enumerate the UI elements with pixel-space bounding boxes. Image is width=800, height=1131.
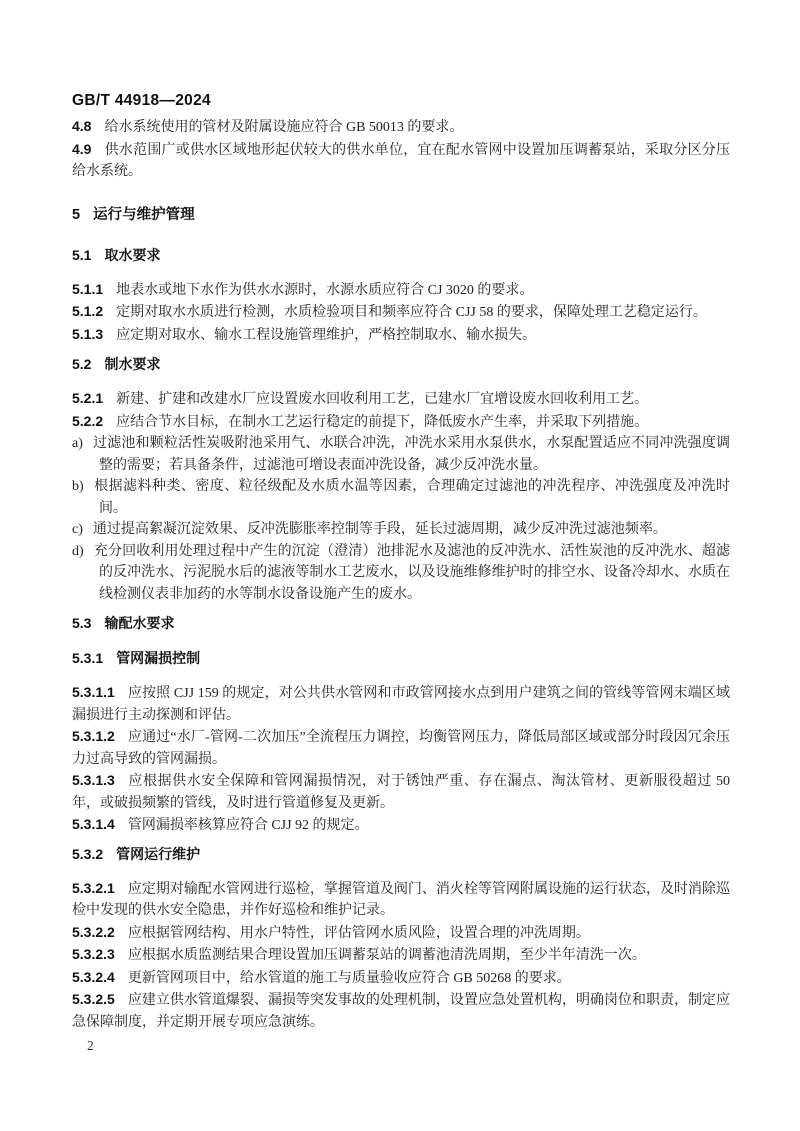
heading-text: 管网漏损控制 xyxy=(116,650,201,666)
document-body xyxy=(72,116,730,1033)
clause-text: 应根据管网结构、用水户特性，评估管网水质风险，设置合理的冲洗周期。 xyxy=(127,925,590,941)
clause-text: 地表水或地下水作为供水水源时，水源水质应符合 CJ 3020 的要求。 xyxy=(116,282,534,298)
clause-paragraph xyxy=(72,967,730,990)
clause-text: 应定期对取水、输水工程设施管理维护，严格控制取水、输水损失。 xyxy=(116,327,537,343)
clause-text: 应根据供水安全保障和管网漏损情况，对于锈蚀严重、存在漏点、淘汰管材、更新服役超过 50 年，或破损频繁的管线，及时进行管道修复及更新。 xyxy=(72,774,730,811)
clause-number: 5.1.3 xyxy=(72,325,104,342)
clause-number: 5.3.2.1 xyxy=(72,879,115,896)
clause-text: 通过提高絮凝沉淀效果、反冲洗膨胀率控制等手段，延长过滤周期，减少反冲洗过滤池频率。 xyxy=(92,522,667,537)
list-item-marker: a) xyxy=(72,436,83,451)
clause-number: 5.3.1.2 xyxy=(72,728,115,744)
clause-number: 4.8 xyxy=(72,118,92,134)
heading-text: 运行与维护管理 xyxy=(93,206,195,223)
clause-number: 5.3.2 xyxy=(72,845,104,862)
clause-paragraph xyxy=(72,944,730,967)
heading-text: 取水要求 xyxy=(104,246,161,263)
subsubsection-heading xyxy=(72,647,730,669)
clause-number: 5.2.1 xyxy=(72,390,104,406)
clause-number: 5.2 xyxy=(72,356,92,372)
clause-number: 5.3.2.2 xyxy=(72,923,115,940)
clause-number: 5.1.1 xyxy=(72,280,104,297)
clause-number: 5.3.1.3 xyxy=(72,772,115,788)
clause-number: 5.3 xyxy=(72,615,92,631)
clause-text: 新建、扩建和改建水厂应设置废水回收利用工艺，已建水厂宜增设废水回收利用工艺。 xyxy=(116,392,649,407)
clause-text: 应结合节水目标，在制水工艺运行稳定的前提下，降低废水产生率，并采取下列措施。 xyxy=(116,414,649,430)
clause-number: 5 xyxy=(72,206,81,223)
list-item-marker: d) xyxy=(72,543,84,559)
clause-number: 5.2.2 xyxy=(72,412,104,429)
clause-text: 应建立供水管道爆裂、漏损等突发事故的处理机制，设置应急处置机构，明确岗位和职责，制定应急保障制度，并定期开展专项应急演练。 xyxy=(72,993,730,1030)
clause-number: 5.1.2 xyxy=(72,303,104,319)
list-item xyxy=(72,519,730,541)
clause-number: 5.3.2.3 xyxy=(72,946,115,962)
clause-text: 应定期对输配水管网进行巡检，掌握管道及阀门、消火栓等管网附属设施的运行状态，及时消除巡检中发现的供水安全隐患，并作好巡检和维护记录。 xyxy=(72,881,730,918)
section-heading xyxy=(72,204,730,226)
clause-paragraph xyxy=(72,411,730,434)
heading-text: 制水要求 xyxy=(104,356,161,372)
clause-paragraph xyxy=(72,989,730,1033)
list-item xyxy=(72,541,730,606)
clause-paragraph xyxy=(72,279,730,302)
clause-paragraph xyxy=(72,922,730,945)
page-number: 2 xyxy=(87,1038,94,1053)
clause-text: 供水范围广或供水区域地形起伏较大的供水单位，宜在配水管网中设置加压调蓄泵站，采取分区分压给水系统。 xyxy=(72,142,730,179)
clause-paragraph xyxy=(72,324,730,347)
clause-paragraph xyxy=(72,301,730,324)
list-item xyxy=(72,476,730,519)
clause-paragraph xyxy=(72,116,730,139)
clause-text: 应通过“水厂-管网-二次加压”全流程压力调控，均衡管网压力，降低局部区域或部分时段因冗余压力过高导致的管网漏损。 xyxy=(72,730,730,767)
clause-paragraph xyxy=(72,726,730,770)
clause-paragraph xyxy=(72,388,730,411)
clause-text: 充分回收利用处理过程中产生的沉淀（澄清）池排泥水及滤池的反冲洗水、活性炭池的反冲洗水、超滤的反冲洗水、污泥脱水后的滤液等制水工艺废水，以及设施维修维护时的排空水、设备冷却水、水质在线检测仪表非加药的水等制水设备设施产生的废水。 xyxy=(93,543,730,602)
clause-number: 5.3.1.4 xyxy=(72,816,115,832)
clause-number: 4.9 xyxy=(72,140,92,157)
clause-text: 定期对取水水质进行检测，水质检验项目和频率应符合 CJJ 58 的要求，保障处理工艺稳定运行。 xyxy=(116,305,707,320)
clause-paragraph xyxy=(72,814,730,837)
heading-text: 输配水要求 xyxy=(104,615,175,631)
clause-paragraph xyxy=(72,682,730,726)
list-item-marker: b) xyxy=(72,479,84,494)
list-item-marker: c) xyxy=(72,522,83,537)
standard-code-header: GB/T 44918—2024 xyxy=(72,92,211,109)
clause-paragraph xyxy=(72,878,730,922)
clause-text: 过滤池和颗粒活性炭吸附池采用气、水联合冲洗，冲洗水采用水泵供水，水泵配置适应不同冲洗强度调整的需要；若具备条件，过滤池可增设表面冲洗设备，减少反冲洗水量。 xyxy=(92,436,730,473)
clause-number: 5.3.1.1 xyxy=(72,684,115,700)
clause-number: 5.3.2.5 xyxy=(72,991,115,1007)
subsection-heading xyxy=(72,353,730,375)
clause-text: 管网漏损率核算应符合 CJJ 92 的规定。 xyxy=(127,818,369,833)
clause-number: 5.3.1 xyxy=(72,650,104,666)
clause-paragraph xyxy=(72,139,730,183)
heading-text: 管网运行维护 xyxy=(116,845,201,862)
clause-text: 给水系统使用的管材及附属设施应符合 GB 50013 的要求。 xyxy=(104,120,464,135)
clause-text: 应按照 CJJ 159 的规定，对公共供水管网和市政管网接水点到用户建筑之间的管线等管网末端区域漏损进行主动探测和评估。 xyxy=(72,686,730,723)
clause-text: 更新管网项目中，给水管道的施工与质量验收应符合 GB 50268 的要求。 xyxy=(127,970,571,986)
clause-text: 应根据水质监测结果合理设置加压调蓄泵站的调蓄池清洗周期，至少半年清洗一次。 xyxy=(127,948,646,963)
list-item xyxy=(72,433,730,476)
clause-paragraph xyxy=(72,770,730,814)
subsection-heading xyxy=(72,244,730,266)
clause-number: 5.1 xyxy=(72,246,92,263)
subsection-heading xyxy=(72,612,730,634)
clause-number: 5.3.2.4 xyxy=(72,968,115,985)
clause-text: 根据滤料种类、密度、粒径级配及水质水温等因素，合理确定过滤池的冲洗程序、冲洗强度及冲洗时间。 xyxy=(93,479,730,516)
subsubsection-heading xyxy=(72,843,730,865)
